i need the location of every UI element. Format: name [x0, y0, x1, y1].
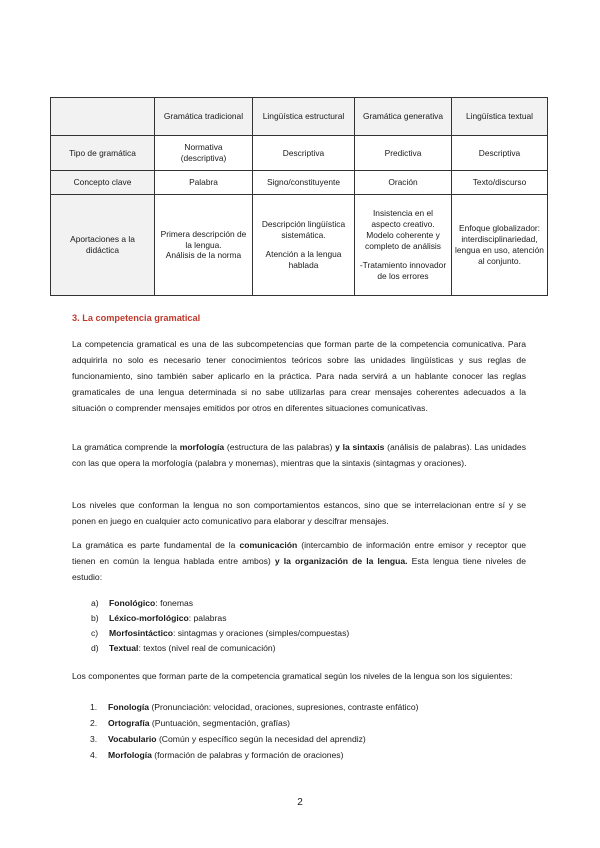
section-number: 3. — [72, 313, 80, 323]
components-list — [90, 699, 418, 763]
table-cell: Descripción lingüística sistemática. Atención a la lengua hablada — [253, 195, 355, 296]
list-item: 1. Fonología (Pronunciación: velocidad, oraciones, supresiones, contraste enfático) — [90, 702, 419, 712]
table-cell: Predictiva — [355, 136, 452, 171]
list-item: d) Textual: textos (nivel real de comunicación) — [91, 643, 276, 653]
table-cell: Enfoque globalizador: interdisciplinariedad, lengua en uso, atención al conjunto. — [452, 195, 548, 296]
list-item: 3. Vocabulario (Común y específico según la necesidad del aprendiz) — [90, 734, 366, 744]
column-header: Lingüística textual — [452, 98, 548, 136]
section-title: La competencia gramatical — [82, 313, 201, 323]
table-cell: Descriptiva — [452, 136, 548, 171]
paragraph: La competencia gramatical es una de las subcompetencias que forman parte de la competencia comunicativa. Para adquirirla no solo es necesario tener conocimientos teóricos sobre las unidades lingüísticas y sus reglas de funcionamiento, sino también saber aplicarlo en la práctica. Para nada servirá a un hablante conocer las reglas gramaticales de una lengua determinada si no sabe utilizarlas para crear mensajes coherentes adecuados a la situación o comprender mensajes emitidos por otros en diferentes situaciones comunicativas. — [72, 339, 526, 413]
table-row — [51, 195, 548, 296]
list-item: b) Léxico-morfológico: palabras — [91, 613, 227, 623]
table-cell: Signo/constituyente — [253, 171, 355, 195]
paragraph: La gramática comprende la morfología (estructura de las palabras) y la sintaxis (análisis de palabras). Las unidades con las que opera la morfología (palabra y monemas), mientras que la sintaxis (sintagmas y oraciones). — [72, 442, 526, 468]
table-cell: Oración — [355, 171, 452, 195]
row-header: Aportaciones a la didáctica — [51, 195, 155, 296]
column-header: Lingüística estructural — [253, 98, 355, 136]
table-row — [51, 136, 548, 171]
table-row — [51, 171, 548, 195]
paragraph: La gramática es parte fundamental de la comunicación (intercambio de información entre emisor y receptor que tienen en común la lengua hablada entre ambos) y la organización de la lengua. Esta lengua tiene niveles de estudio: — [72, 540, 526, 582]
list-item: c) Morfosintáctico: sintagmas y oraciones (simples/compuestas) — [91, 628, 350, 638]
table-cell: Insistencia en el aspecto creativo. Modelo coherente y completo de análisis -Tratamiento innovador de los errores — [355, 195, 452, 296]
list-item: 2. Ortografía (Puntuación, segmentación, grafías) — [90, 718, 290, 728]
list-item: 4. Morfología (formación de palabras y formación de oraciones) — [90, 750, 344, 760]
page-number: 2 — [297, 797, 303, 808]
table-cell: Texto/discurso — [452, 171, 548, 195]
paragraph: Los componentes que forman parte de la competencia gramatical según los niveles de la lengua son los siguientes: — [72, 671, 513, 681]
table-cell: Descriptiva — [253, 136, 355, 171]
column-header: Gramática generativa — [355, 98, 452, 136]
list-item: a) Fonológico: fonemas — [91, 598, 194, 608]
row-header: Concepto clave — [51, 171, 155, 195]
column-header: Gramática tradicional — [155, 98, 253, 136]
section-heading — [72, 313, 200, 323]
table-cell: Palabra — [155, 171, 253, 195]
row-header: Tipo de gramática — [51, 136, 155, 171]
grammar-comparison-table — [50, 97, 548, 296]
paragraph: Los niveles que conforman la lengua no son comportamientos estancos, sino que se interrelacionan entre sí y se ponen en juego en cualquier acto comunicativo para elaborar y descifrar mensajes. — [72, 500, 526, 526]
table-cell: Primera descripción de la lengua. Análisis de la norma — [155, 195, 253, 296]
table-header-corner — [51, 98, 155, 136]
table-cell: Normativa (descriptiva) — [155, 136, 253, 171]
levels-list — [91, 596, 349, 656]
table-header-row — [51, 98, 548, 136]
